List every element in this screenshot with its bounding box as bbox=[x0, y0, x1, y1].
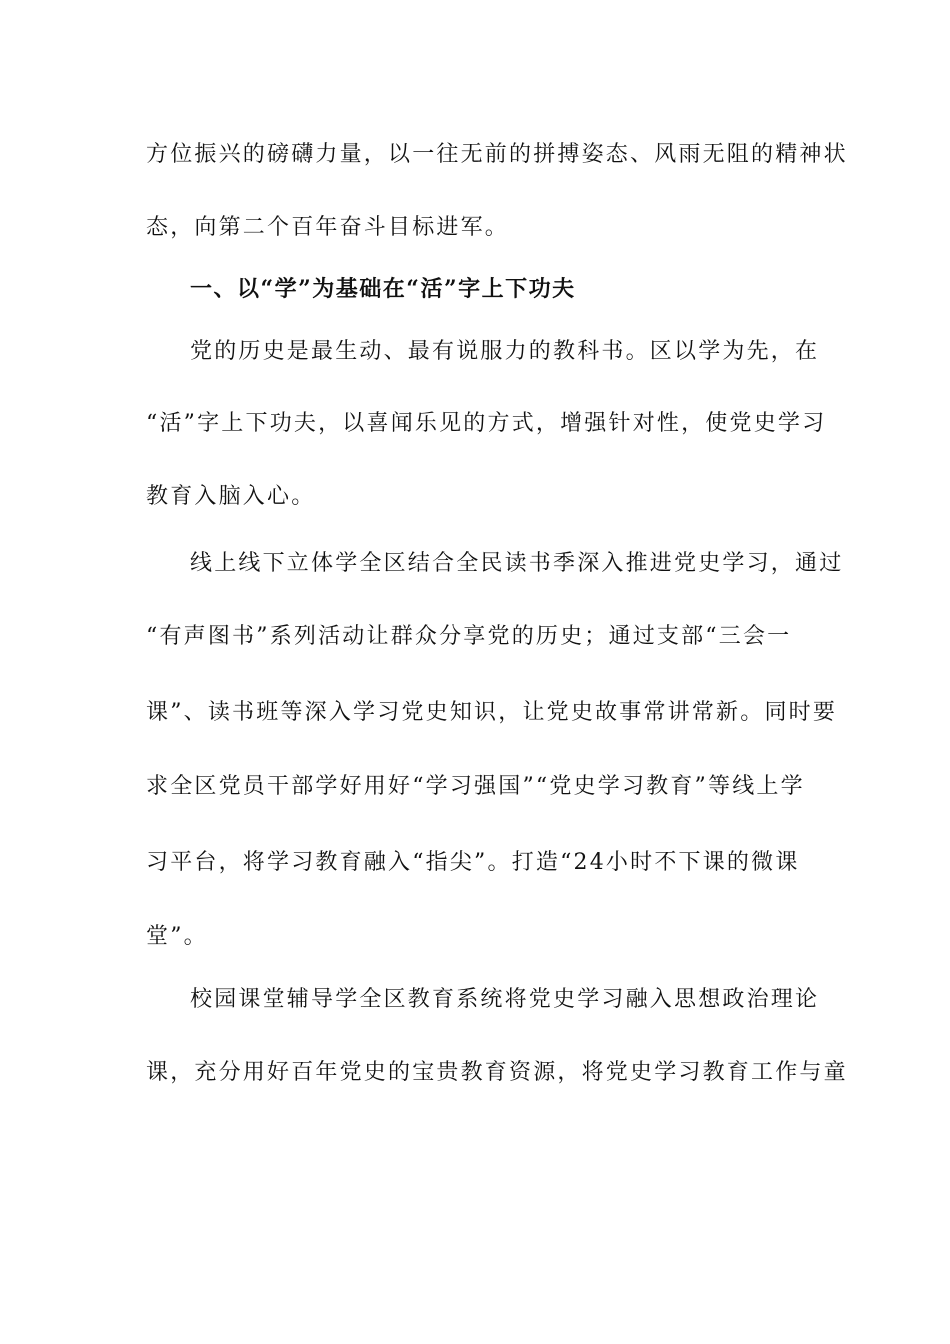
paragraph-line: 态，向第二个百年奋斗目标进军。 bbox=[146, 215, 510, 240]
paragraph-line: 校园课堂辅导学全区教育系统将党史学习融入思想政治理论 bbox=[190, 987, 820, 1012]
paragraph-line: “活”字上下功夫，以喜闻乐见的方式，增强针对性，使党史学习 bbox=[146, 411, 827, 436]
paragraph-line: 课”、读书班等深入学习党史知识，让党史故事常讲常新。同时要 bbox=[146, 700, 838, 725]
section-heading: 一、以“学”为基础在“活”字上下功夫 bbox=[190, 276, 576, 302]
paragraph-line: 堂”。 bbox=[146, 924, 208, 949]
paragraph-line: 方位振兴的磅礴力量，以一往无前的拼搏姿态、风雨无阻的精神状 bbox=[146, 142, 848, 167]
paragraph-line: 党的历史是最生动、最有说服力的教科书。区以学为先，在 bbox=[190, 339, 820, 364]
paragraph-line: 线上线下立体学全区结合全民读书季深入推进党史学习，通过 bbox=[190, 551, 844, 576]
paragraph-line: “有声图书”系列活动让群众分享党的历史；通过支部“三会一 bbox=[146, 624, 792, 649]
paragraph-line: 习平台，将学习教育融入“指尖”。打造“24小时不下课的微课 bbox=[146, 850, 800, 875]
paragraph-line: 求全区党员干部学好用好“学习强国”“党史学习教育”等线上学 bbox=[146, 774, 805, 799]
paragraph-line: 教育入脑入心。 bbox=[146, 484, 316, 509]
paragraph-line: 课，充分用好百年党史的宝贵教育资源，将党史学习教育工作与童 bbox=[146, 1060, 848, 1085]
